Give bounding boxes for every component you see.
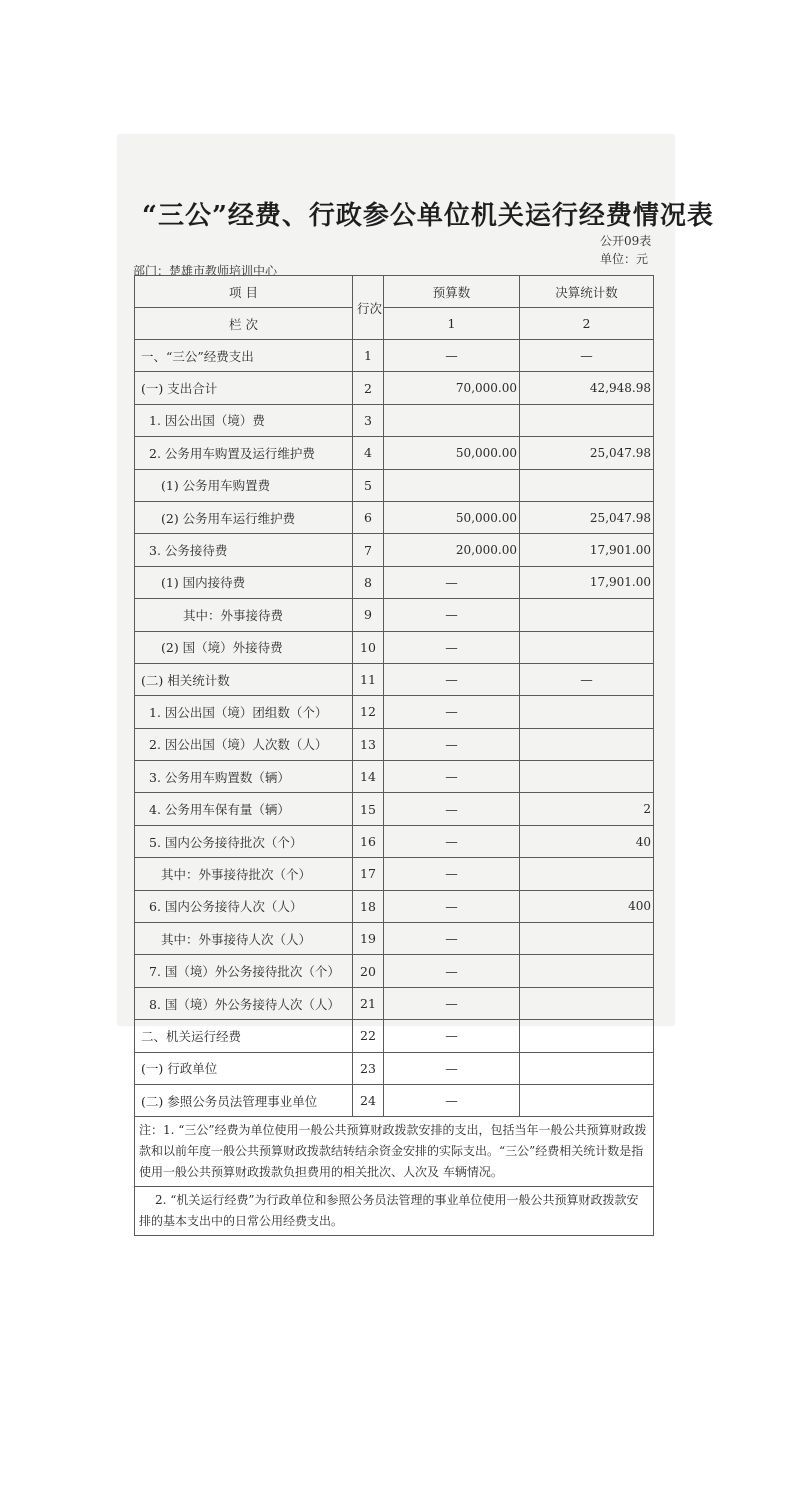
header-col2: 2	[520, 308, 654, 340]
row-number: 15	[353, 793, 384, 825]
table-row	[135, 437, 654, 469]
row-item-name: 其中：外事接待人次（人）	[135, 923, 353, 955]
row-number: 3	[353, 404, 384, 436]
row-number: 4	[353, 437, 384, 469]
row-actual-value	[520, 923, 654, 955]
table-row	[135, 663, 654, 695]
row-number: 2	[353, 372, 384, 404]
table-row	[135, 372, 654, 404]
row-budget-value: —	[384, 340, 520, 372]
row-actual-value: —	[520, 340, 654, 372]
row-number: 14	[353, 761, 384, 793]
table-row	[135, 793, 654, 825]
column-index-row	[135, 308, 654, 340]
row-item-name: (二) 相关统计数	[135, 663, 353, 695]
table-row	[135, 469, 654, 501]
row-item-name: 1. 因公出国（境）团组数（个）	[135, 696, 353, 728]
row-item-name: (1) 公务用车购置费	[135, 469, 353, 501]
row-budget-value	[384, 469, 520, 501]
row-item-name: 8. 国（境）外公务接待人次（人）	[135, 987, 353, 1019]
footnote-text: 2. “机关运行经费”为行政单位和参照公务员法管理的事业单位使用一般公共预算财政拨款安排的基本支出中的日常公用经费支出。	[139, 1193, 639, 1229]
table-row	[135, 955, 654, 987]
row-budget-value: —	[384, 987, 520, 1019]
row-budget-value: —	[384, 599, 520, 631]
note-row	[135, 1187, 654, 1236]
row-item-name: 其中：外事接待费	[135, 599, 353, 631]
row-actual-value: —	[520, 663, 654, 695]
row-budget-value: —	[384, 696, 520, 728]
row-number: 22	[353, 1020, 384, 1052]
row-actual-value	[520, 469, 654, 501]
footnote	[135, 1187, 654, 1236]
row-actual-value	[520, 955, 654, 987]
row-item-name: (一) 支出合计	[135, 372, 353, 404]
table-row	[135, 599, 654, 631]
row-item-name: (2) 国（境）外接待费	[135, 631, 353, 663]
row-actual-value: 17,901.00	[520, 566, 654, 598]
row-budget-value: —	[384, 566, 520, 598]
row-actual-value	[520, 761, 654, 793]
row-actual-value	[520, 728, 654, 760]
table-row	[135, 404, 654, 436]
row-budget-value: —	[384, 1084, 520, 1116]
row-budget-value: —	[384, 761, 520, 793]
row-actual-value: 25,047.98	[520, 501, 654, 533]
row-number: 17	[353, 858, 384, 890]
header-budget: 预算数	[384, 276, 520, 308]
row-number: 16	[353, 825, 384, 857]
row-budget-value: —	[384, 890, 520, 922]
table-row	[135, 696, 654, 728]
row-budget-value: 50,000.00	[384, 501, 520, 533]
row-budget-value: —	[384, 825, 520, 857]
row-item-name: 2. 因公出国（境）人次数（人）	[135, 728, 353, 760]
row-item-name: 7. 国（境）外公务接待批次（个）	[135, 955, 353, 987]
row-actual-value: 25,047.98	[520, 437, 654, 469]
header-row-no: 行次	[353, 276, 384, 340]
row-budget-value: 20,000.00	[384, 534, 520, 566]
header-item: 项 目	[135, 276, 353, 308]
table-row	[135, 631, 654, 663]
row-budget-value: 70,000.00	[384, 372, 520, 404]
row-actual-value	[520, 1020, 654, 1052]
table-row	[135, 987, 654, 1019]
row-item-name: (一) 行政单位	[135, 1052, 353, 1084]
row-actual-value	[520, 1084, 654, 1116]
row-number: 19	[353, 923, 384, 955]
row-item-name: 2. 公务用车购置及运行维护费	[135, 437, 353, 469]
footnote	[135, 1117, 654, 1187]
row-number: 24	[353, 1084, 384, 1116]
row-item-name: 二、机关运行经费	[135, 1020, 353, 1052]
row-item-name: 5. 国内公务接待批次（个）	[135, 825, 353, 857]
row-item-name: 一、“三公”经费支出	[135, 340, 353, 372]
row-number: 20	[353, 955, 384, 987]
row-actual-value: 17,901.00	[520, 534, 654, 566]
row-budget-value: —	[384, 1052, 520, 1084]
row-item-name: 其中：外事接待批次（个）	[135, 858, 353, 890]
row-number: 8	[353, 566, 384, 598]
row-number: 9	[353, 599, 384, 631]
row-number: 6	[353, 501, 384, 533]
table-row	[135, 890, 654, 922]
header-actual: 决算统计数	[520, 276, 654, 308]
row-item-name: 6. 国内公务接待人次（人）	[135, 890, 353, 922]
row-budget-value	[384, 404, 520, 436]
table-row	[135, 858, 654, 890]
header-column: 栏 次	[135, 308, 353, 340]
unit-label: 单位：元	[600, 252, 649, 266]
table-row	[135, 825, 654, 857]
row-actual-value	[520, 631, 654, 663]
header-col1: 1	[384, 308, 520, 340]
row-item-name: 3. 公务用车购置数（辆）	[135, 761, 353, 793]
row-actual-value	[520, 987, 654, 1019]
row-actual-value: 40	[520, 825, 654, 857]
row-budget-value: —	[384, 663, 520, 695]
row-number: 12	[353, 696, 384, 728]
row-budget-value: —	[384, 631, 520, 663]
expense-table	[134, 275, 654, 1236]
row-actual-value	[520, 858, 654, 890]
row-budget-value: —	[384, 1020, 520, 1052]
table-row	[135, 566, 654, 598]
row-item-name: (二) 参照公务员法管理事业单位	[135, 1084, 353, 1116]
department-label: 部门：楚雄市教师培训中心	[133, 264, 278, 278]
table-row	[135, 501, 654, 533]
row-budget-value: —	[384, 793, 520, 825]
row-number: 5	[353, 469, 384, 501]
row-number: 13	[353, 728, 384, 760]
row-actual-value: 400	[520, 890, 654, 922]
table-row	[135, 1020, 654, 1052]
row-budget-value: —	[384, 728, 520, 760]
row-item-name: 1. 因公出国（境）费	[135, 404, 353, 436]
row-actual-value: 2	[520, 793, 654, 825]
row-actual-value	[520, 404, 654, 436]
row-number: 18	[353, 890, 384, 922]
table-row	[135, 340, 654, 372]
row-item-name: (1) 国内接待费	[135, 566, 353, 598]
header-row	[135, 276, 654, 308]
row-actual-value: 42,948.98	[520, 372, 654, 404]
row-number: 21	[353, 987, 384, 1019]
row-budget-value: —	[384, 923, 520, 955]
row-actual-value	[520, 599, 654, 631]
table-row	[135, 728, 654, 760]
row-item-name: (2) 公务用车运行维护费	[135, 501, 353, 533]
page-title: “三公”经费、行政参公单位机关运行经费情况表	[142, 201, 714, 231]
row-budget-value: —	[384, 858, 520, 890]
row-actual-value	[520, 696, 654, 728]
row-number: 1	[353, 340, 384, 372]
row-actual-value	[520, 1052, 654, 1084]
row-budget-value: —	[384, 955, 520, 987]
table-row	[135, 923, 654, 955]
row-number: 11	[353, 663, 384, 695]
row-number: 23	[353, 1052, 384, 1084]
footnote-text: 注：1. “三公”经费为单位使用一般公共预算财政拨款安排的支出，包括当年一般公共预算财政拨款和以前年度一般公共预算财政拨款结转结余资金安排的实际支出。“三公”经费相关统计数是指使用一般公共预算财政拨款负担费用的相关批次、人次及 车辆情况。	[139, 1123, 647, 1180]
row-item-name: 4. 公务用车保有量（辆）	[135, 793, 353, 825]
note-row	[135, 1117, 654, 1187]
table-row	[135, 1052, 654, 1084]
table-row	[135, 761, 654, 793]
row-item-name: 3. 公务接待费	[135, 534, 353, 566]
row-budget-value: 50,000.00	[384, 437, 520, 469]
row-number: 7	[353, 534, 384, 566]
row-number: 10	[353, 631, 384, 663]
table-row	[135, 534, 654, 566]
expense-table-body	[135, 276, 654, 1236]
table-row	[135, 1084, 654, 1116]
form-code: 公开09表	[600, 234, 652, 248]
